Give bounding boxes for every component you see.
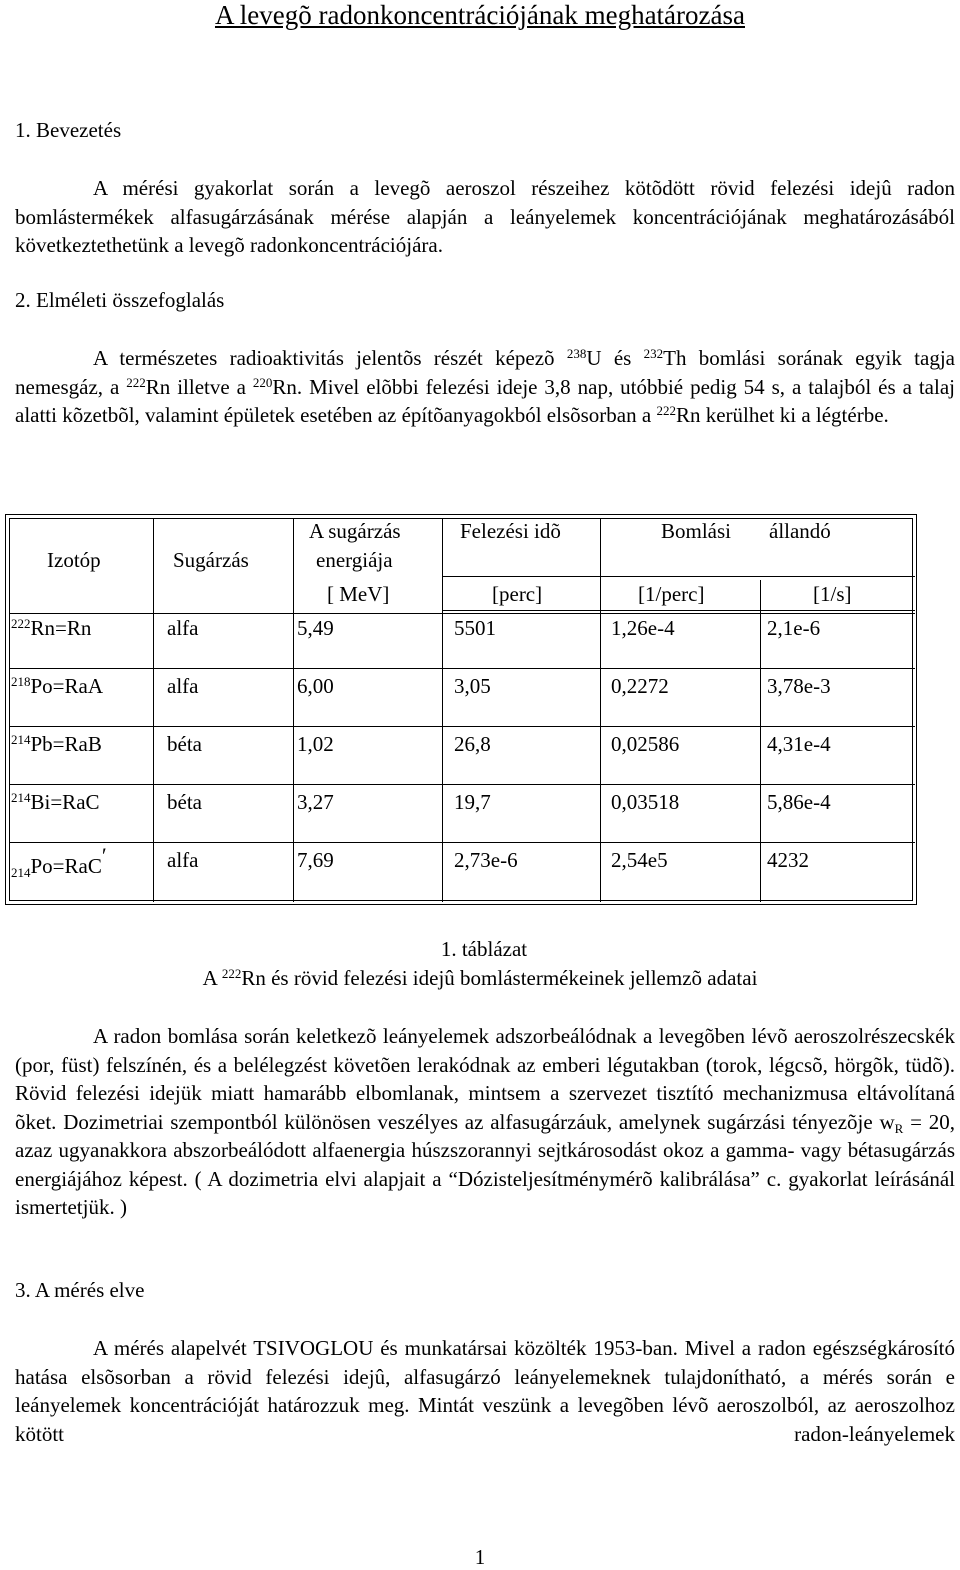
table-row-3-isotope: $^{214}$Pb=RaB	[11, 732, 102, 756]
section-2-heading: 2. Elméleti összefoglalás	[15, 288, 225, 312]
table-row-4-radiation: béta	[167, 790, 202, 814]
isotope-table	[5, 514, 918, 906]
header-energia-line2: energiája	[316, 548, 393, 572]
table-row-5-halflife: 2,73e-6	[454, 848, 518, 872]
section-1-paragraph: A mérési gyakorlat során a levegõ aeroszol részeihez kötõdött rövid felezési idejû radon bomlástermékek alfasugárzásának mérése alapján a leányelemek koncentrációjának meghatározásából következtethetünk a levegõ radonkoncentrációjára.	[15, 176, 955, 257]
header-felezesi-unit: [perc]	[492, 582, 543, 606]
table-row-4-lambda-s: 5,86e-4	[767, 790, 831, 814]
header-energia-unit: [ MeV]	[327, 582, 390, 606]
header-bomlasi-unit-perc: [1/perc]	[638, 582, 705, 606]
section-3-heading: 3. A mérés elve	[15, 1278, 145, 1302]
table-row-5-lambda-min: 2,54e5	[611, 848, 668, 872]
table-row-4-isotope: $^{214}$Bi=RaC	[11, 790, 100, 814]
superscript: 222	[126, 374, 146, 390]
table-row-3-lambda-min: 0,02586	[611, 732, 680, 756]
table-row-2-lambda-s: 3,78e-3	[767, 674, 831, 698]
table-row-3-halflife: 26,8	[454, 732, 491, 756]
page-number: 1	[474, 1545, 486, 1569]
table-row-4-energy: 3,27	[297, 790, 334, 814]
table-row-3-energy: 1,02	[297, 732, 334, 756]
table-row-1-radiation: alfa	[167, 616, 199, 640]
table-caption-number: 1. táblázat	[440, 937, 528, 961]
superscript: 238	[566, 346, 587, 361]
table-row-3-lambda-s: 4,31e-4	[767, 732, 831, 756]
header-bomlasi: Bomlási	[661, 519, 732, 543]
table-row-4-halflife: 19,7	[454, 790, 491, 814]
table-row-5-energy: 7,69	[297, 848, 334, 872]
table-row-5-lambda-s: 4232	[767, 848, 809, 872]
table-row-5-isotope: $_{214}$Po=RaC′	[11, 843, 107, 880]
superscript: 220	[252, 374, 273, 390]
header-izotop: Izotóp	[47, 548, 101, 572]
table-row-5-radiation: alfa	[167, 848, 199, 872]
table-row-4-lambda-min: 0,03518	[611, 790, 680, 814]
header-bomlasi-unit-s: [1/s]	[813, 582, 852, 606]
superscript: 232	[643, 346, 664, 361]
header-allando: állandó	[769, 519, 831, 543]
subscript: R	[894, 1120, 904, 1136]
section-2-paragraph: A természetes radioaktivitás jelentõs részét képezõ $^{238}$U és $^{232}$Th bomlási sorának egyik tagja nemesgáz, a $^{222}$Rn illetve a $^{220}$Rn. Mivel elõbbi felezési ideje 3,8 nap, utóbbié pedig 54 s, a talajból és a talaj alatti kõzetbõl, valamint épületek esetében az építõanyagokból elsõsorban a $^{222}$Rn kerülhet ki a légtérbe.	[15, 346, 955, 427]
table-row-1-energy: 5,49	[297, 616, 334, 640]
table-row-1-lambda-s: 2,1e-6	[767, 616, 821, 640]
superscript: 222	[656, 403, 676, 418]
header-energia-line1: A sugárzás	[309, 519, 401, 543]
table-row-2-radiation: alfa	[167, 674, 199, 698]
header-sugarzas: Sugárzás	[173, 548, 249, 572]
section-2b-paragraph: A radon bomlása során keletkezõ leányelemek adszorbeálódnak a levegõben lévõ aeroszolrészecskék (por, füst) felszínén, és a belélegzést követõen lerakódnak az emberi légutakban (torok, légcsõ, hörgõk, tüdõ). Rövid felezési idejük miatt hamarább elbomlanak, mintsem a szervezet tisztító mechanizmusa eltávolítaná õket. Dozimetriai szempontból különösen veszélyes az alfasugárzáuk, amelynek sugárzási tényezõje $w_R = 20$, azaz ugyanakkora abszorbeálódott alfaenergia húszszorannyi sejtkárosodást okoz a gamma- vagy bétasugárzás energiájához képest. ( A dozimetria elvi alapjait a “Dózisteljesítménymérõ kalibrálása” c. gyakorlat leírásánál ismertetjük. )	[15, 1024, 955, 1219]
section-3-paragraph: A mérés alapelvét TSIVOGLOU és munkatársai közölték 1953-ban. Mivel a radon egészségkárosító hatása elsõsorban a rövid felezési idejû, alfasugárzó leányelemeknek tulajdonítható, a mérés során e leányelemek koncentrációját határozzuk meg. Mintát veszünk a levegõben lévõ aeroszolból, az aeroszolhoz kötött radon-leányelemek	[15, 1336, 955, 1446]
table-row-3-radiation: béta	[167, 732, 202, 756]
table-row-1-halflife: 5501	[454, 616, 496, 640]
table-caption-title: A $^{222}$Rn és rövid felezési idejû bomlástermékeinek jellemzõ adatai	[202, 966, 758, 990]
table-row-2-isotope: $^{218}$Po=RaA	[11, 674, 104, 698]
table-row-2-halflife: 3,05	[454, 674, 491, 698]
page-title: A levegõ radonkoncentrációjának meghatározása	[214, 0, 745, 30]
table-row-1-lambda-min: 1,26e-4	[611, 616, 675, 640]
table-row-2-lambda-min: 0,2272	[611, 674, 669, 698]
table-row-2-energy: 6,00	[297, 674, 334, 698]
table-row-1-isotope: $^{222}$Rn=Rn	[11, 616, 92, 640]
header-felezesi: Felezési idõ	[460, 519, 561, 543]
section-1-heading: 1. Bevezetés	[15, 118, 122, 142]
